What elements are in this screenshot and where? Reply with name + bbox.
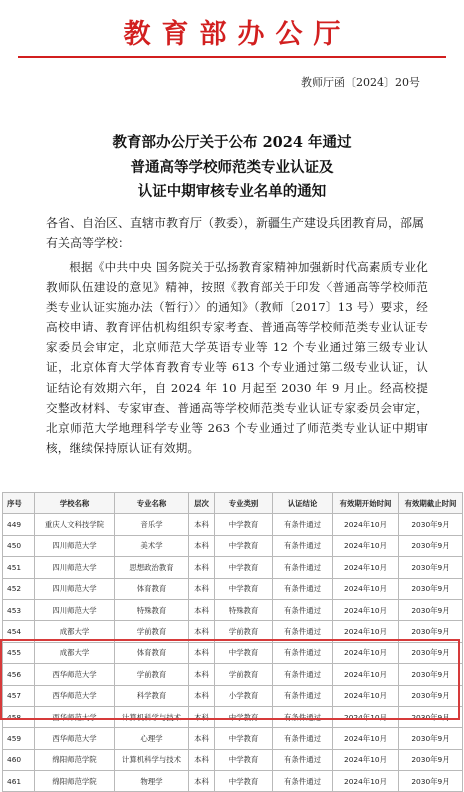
header-index: 序号 <box>3 493 35 514</box>
cell-school: 西华师范大学 <box>35 706 115 727</box>
cell-conclusion: 有条件通过 <box>273 749 333 770</box>
cell-school: 西华师范大学 <box>35 685 115 706</box>
cell-school: 四川师范大学 <box>35 578 115 599</box>
cell-valid-until: 2030年9月 <box>399 642 463 663</box>
header-conclusion: 认证结论 <box>273 493 333 514</box>
table-row <box>3 535 463 556</box>
cell-level: 本科 <box>189 706 215 727</box>
cell-category: 特殊教育 <box>215 599 273 620</box>
table-row <box>3 621 463 642</box>
cell-valid-until: 2030年9月 <box>399 749 463 770</box>
letterhead-rule <box>18 56 446 58</box>
cell-level: 本科 <box>189 749 215 770</box>
table-row <box>3 728 463 749</box>
cell-school: 绵阳师范学院 <box>35 771 115 792</box>
cell-school: 四川师范大学 <box>35 557 115 578</box>
cell-category: 中学教育 <box>215 514 273 535</box>
cell-valid-until: 2030年9月 <box>399 664 463 685</box>
cell-valid-until: 2030年9月 <box>399 685 463 706</box>
cell-conclusion: 有条件通过 <box>273 706 333 727</box>
cell-conclusion: 有条件通过 <box>273 535 333 556</box>
cell-index: 449 <box>3 514 35 535</box>
cell-school: 绵阳师范学院 <box>35 749 115 770</box>
cell-index: 456 <box>3 664 35 685</box>
cell-category: 学前教育 <box>215 664 273 685</box>
salutation: 各省、自治区、直辖市教育厅（教委），新疆生产建设兵团教育局，部属有关高等学校： <box>46 216 425 250</box>
cell-valid-until: 2030年9月 <box>399 578 463 599</box>
cell-conclusion: 有条件通过 <box>273 664 333 685</box>
cell-conclusion: 有条件通过 <box>273 557 333 578</box>
cell-major: 体育教育 <box>115 642 189 663</box>
cell-valid-from: 2024年10月 <box>333 578 399 599</box>
table-header-row <box>3 493 463 514</box>
cell-index: 451 <box>3 557 35 578</box>
cell-category: 中学教育 <box>215 535 273 556</box>
cell-level: 本科 <box>189 557 215 578</box>
cell-index: 454 <box>3 621 35 642</box>
cell-major: 计算机科学与技术 <box>115 749 189 770</box>
cell-level: 本科 <box>189 728 215 749</box>
cell-category: 小学教育 <box>215 685 273 706</box>
table-row <box>3 664 463 685</box>
cell-conclusion: 有条件通过 <box>273 514 333 535</box>
cell-major: 科学教育 <box>115 685 189 706</box>
table-row <box>3 557 463 578</box>
cell-index: 458 <box>3 706 35 727</box>
cell-valid-from: 2024年10月 <box>333 642 399 663</box>
program-list-table-wrap <box>2 492 462 792</box>
cell-category: 中学教育 <box>215 771 273 792</box>
title-line: 教育部办公厅关于公布 2024 年通过 <box>112 134 352 151</box>
cell-category: 学前教育 <box>215 621 273 642</box>
cell-category: 中学教育 <box>215 557 273 578</box>
header-valid-until: 有效期截止时间 <box>399 493 463 514</box>
cell-valid-until: 2030年9月 <box>399 621 463 642</box>
cell-major: 心理学 <box>115 728 189 749</box>
cell-category: 中学教育 <box>215 749 273 770</box>
table-row <box>3 749 463 770</box>
cell-school: 四川师范大学 <box>35 535 115 556</box>
table-row <box>3 685 463 706</box>
cell-valid-from: 2024年10月 <box>333 706 399 727</box>
cell-valid-from: 2024年10月 <box>333 621 399 642</box>
program-list-table <box>2 492 463 792</box>
cell-conclusion: 有条件通过 <box>273 728 333 749</box>
letterhead: 教育部办公厅 <box>123 19 352 50</box>
cell-valid-until: 2030年9月 <box>399 535 463 556</box>
cell-major: 体育教育 <box>115 578 189 599</box>
table-row <box>3 706 463 727</box>
cell-major: 计算机科学与技术 <box>115 706 189 727</box>
cell-major: 学前教育 <box>115 621 189 642</box>
cell-valid-until: 2030年9月 <box>399 728 463 749</box>
table-body <box>3 514 463 792</box>
table-row <box>3 514 463 535</box>
table-row <box>3 642 463 663</box>
cell-school: 成都大学 <box>35 621 115 642</box>
title-line: 普通高等学校师范类专业认证及 <box>130 158 334 176</box>
cell-major: 特殊教育 <box>115 599 189 620</box>
table-row <box>3 578 463 599</box>
cell-index: 460 <box>3 749 35 770</box>
table-row <box>3 771 463 792</box>
cell-conclusion: 有条件通过 <box>273 642 333 663</box>
cell-level: 本科 <box>189 685 215 706</box>
cell-level: 本科 <box>189 664 215 685</box>
cell-index: 452 <box>3 578 35 599</box>
cell-level: 本科 <box>189 642 215 663</box>
cell-level: 本科 <box>189 771 215 792</box>
cell-major: 学前教育 <box>115 664 189 685</box>
header-major: 专业名称 <box>115 493 189 514</box>
cell-valid-from: 2024年10月 <box>333 535 399 556</box>
cell-major: 思想政治教育 <box>115 557 189 578</box>
cell-index: 461 <box>3 771 35 792</box>
header-school: 学校名称 <box>35 493 115 514</box>
cell-level: 本科 <box>189 599 215 620</box>
cell-level: 本科 <box>189 514 215 535</box>
title-line: 认证中期审核专业名单的通知 <box>137 183 327 200</box>
cell-conclusion: 有条件通过 <box>273 621 333 642</box>
header-category: 专业类别 <box>215 493 273 514</box>
cell-school: 重庆人文科技学院 <box>35 514 115 535</box>
cell-level: 本科 <box>189 621 215 642</box>
body-paragraph: 根据《中共中央 国务院关于弘扬教育家精神加强新时代高素质专业化教师队伍建设的意见》精神，按照《教育部关于印发〈普通高等学校师范类专业认证实施办法（暂行）〉的通知》（教师〔2017〕13 号）要求，经高校申请、教育评估机构组织专家考查、普通高等学校师范类专业认证专家委员会审定，北京师范大学英语专业等 12 个专业通过第三级专业认证，北京体育大学体育教育专业等 613 个专业通过第二级专业认证，认证结论有效期六年，自 2024 年 10 月起至 2030 年 9 月止。经高校提交整改材料、专家审查、普通高等学校师范类专业认证专家委员会审定，北京师范大学地理科学专业等 263 个专业通过了师范类专业认证中期审核，继续保持原认证有效期。 <box>46 260 428 455</box>
cell-category: 中学教育 <box>215 706 273 727</box>
table-row <box>3 599 463 620</box>
cell-valid-from: 2024年10月 <box>333 728 399 749</box>
header-valid-from: 有效期开始时间 <box>333 493 399 514</box>
cell-major: 物理学 <box>115 771 189 792</box>
cell-conclusion: 有条件通过 <box>273 599 333 620</box>
cell-valid-from: 2024年10月 <box>333 771 399 792</box>
document-number: 教师厅函〔2024〕20号 <box>301 76 420 89</box>
cell-category: 中学教育 <box>215 728 273 749</box>
header-level: 层次 <box>189 493 215 514</box>
cell-valid-from: 2024年10月 <box>333 685 399 706</box>
cell-category: 中学教育 <box>215 642 273 663</box>
cell-level: 本科 <box>189 535 215 556</box>
cell-conclusion: 有条件通过 <box>273 685 333 706</box>
cell-major: 音乐学 <box>115 514 189 535</box>
cell-index: 459 <box>3 728 35 749</box>
cell-valid-from: 2024年10月 <box>333 557 399 578</box>
cell-conclusion: 有条件通过 <box>273 578 333 599</box>
cell-category: 中学教育 <box>215 578 273 599</box>
cell-valid-from: 2024年10月 <box>333 599 399 620</box>
cell-index: 455 <box>3 642 35 663</box>
cell-valid-from: 2024年10月 <box>333 664 399 685</box>
cell-index: 450 <box>3 535 35 556</box>
notice-title <box>0 131 464 205</box>
cell-valid-from: 2024年10月 <box>333 514 399 535</box>
cell-index: 453 <box>3 599 35 620</box>
cell-valid-until: 2030年9月 <box>399 514 463 535</box>
cell-school: 成都大学 <box>35 642 115 663</box>
cell-level: 本科 <box>189 578 215 599</box>
cell-school: 西华师范大学 <box>35 728 115 749</box>
cell-valid-until: 2030年9月 <box>399 771 463 792</box>
cell-conclusion: 有条件通过 <box>273 771 333 792</box>
cell-valid-until: 2030年9月 <box>399 706 463 727</box>
cell-valid-from: 2024年10月 <box>333 749 399 770</box>
cell-index: 457 <box>3 685 35 706</box>
cell-major: 美术学 <box>115 535 189 556</box>
cell-valid-until: 2030年9月 <box>399 599 463 620</box>
cell-school: 四川师范大学 <box>35 599 115 620</box>
cell-school: 西华师范大学 <box>35 664 115 685</box>
cell-valid-until: 2030年9月 <box>399 557 463 578</box>
